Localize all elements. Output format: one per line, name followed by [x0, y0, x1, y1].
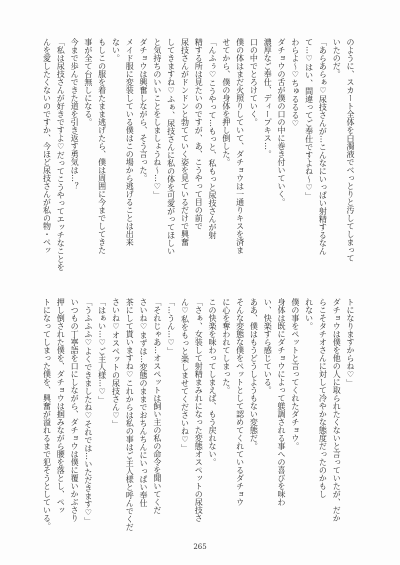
text-line: て…♡はい、間違ってご奉仕ですよね〜♡」 [304, 38, 314, 200]
text-line: トになってしまった僕を、興奮が溢れるまで犯そうとしている。 [42, 298, 52, 530]
upper-text-block [40, 38, 357, 288]
text-line: 尿技さんがドンドンと勃てていく姿を見ているだけで興奮 [180, 38, 190, 246]
text-line: ダチョウは興奮しながら、そう言った。 [139, 38, 149, 182]
text-line: してきますね♡ふぁ、尿技さんに私の体を可愛がってほしい [166, 38, 176, 255]
text-line: ああ、僕はもうどうしようもない変態だ。 [249, 298, 259, 450]
text-line: れない。 [304, 298, 314, 330]
text-line: いつもの丁寧語を口にしながら、ダチョウは僕に覆いかぶさり [70, 298, 80, 522]
text-line: 「私は尿技さんが好きですよ♡だってこうやってエッチなことを [56, 38, 66, 271]
text-line: 濃厚なご奉仕、ディープキス…。 [263, 38, 273, 158]
text-line: 「はぁい…♡ご主人様…♡」 [97, 298, 107, 404]
text-line: ない。 [111, 38, 121, 62]
text-line: 今まで歩んできた道を引き返す勇気は…？ [70, 38, 80, 190]
text-line: メイド服に変装している僕はこの場から逃げることは出来 [125, 38, 135, 246]
text-line: さいね♡オスペットの尿技さん♡」 [111, 298, 121, 428]
text-line: 事が全て台無しになる。 [83, 38, 93, 126]
text-line: 「…うん…♡」 [166, 298, 176, 355]
text-line: せてから、僕の身体を押し倒した。 [221, 38, 231, 166]
text-line: 僕の事をペットと言ってくれたダチョウ。 [290, 298, 300, 450]
text-line: トになりますからね♡」 [346, 298, 355, 387]
text-line: 「あらあらぁ♡尿技さんが…こんなにいっぱい射精するなん [318, 38, 328, 255]
text-line: 「それじゃあ…オスペットは飼い主の私の命令を聞いてくだ [152, 298, 162, 514]
text-line: わらよ〜♡ちゅるるる♡ [290, 38, 300, 128]
text-line: そんな変態な僕をペットとして認めてくれているダチョウ [235, 298, 245, 506]
text-line: 口の中でとろけていく。 [249, 38, 259, 126]
text-line: 茶にして貰いますね♡これからは私の事はご主人様と呼んでくだ [125, 298, 135, 531]
text-line: さいね♡まずは…変態のままでおちんちんにいっぱい奉仕 [139, 298, 149, 507]
text-line: に心を奪われてしまった。 [221, 298, 231, 394]
text-line: ダチョウの舌が僕の口の中に巻き付いていく。 [277, 38, 287, 206]
text-line: 身体は既にダチョウによって躾調される事への喜びを味わ [277, 298, 287, 506]
text-line: この快楽を味わってしまえば、もう戻れない。 [208, 298, 218, 466]
page-number: 265 [193, 543, 207, 551]
text-line: 精する所は見たいのですが、あ、こうやって目の前で [194, 38, 204, 230]
lower-text-block [40, 298, 357, 536]
text-line: 「うふふふ♡よくできましたね♡それでは…いただきます♡」 [83, 298, 93, 525]
text-line: 「さぁ、女装して射精まみれになった変態オスペットの尿技さ [194, 298, 204, 522]
text-line: んを愛したくないのですか、今ほど尿技さんが私の物・ペッ [42, 38, 52, 254]
text-line: いたのだ。 [332, 38, 342, 78]
text-line: と気持ちのいいことをしましょうね〜…♡」 [152, 38, 162, 199]
text-line: もしこの服を着たまま逃げたら、僕は周囲に今までしてきた [97, 38, 107, 254]
text-line: い、快楽すら感じている。 [263, 298, 273, 394]
text-line: 「んふぅ♡こうやって…もっと、私もっと尿技さんが射 [208, 38, 218, 239]
text-line: ん♡私をもっと楽しませてくださいね♡」 [180, 298, 190, 452]
text-line: 僕の体はまだ火照りしていて、ダチョウは一通りキスを済ま [235, 38, 245, 254]
text-line: ダチョウは僕を他の人に取られたくないと言っていたが、だか [332, 298, 342, 522]
text-line: 押し倒された僕を、ダチョウは掴みながら腰を落とし、ペッ [56, 298, 66, 514]
text-line: らこそタチオさんに対して冷やかな態度だったのかもし [318, 298, 328, 498]
text-line: のように、スカート全体を白濁液でべっとりと汚してしまって [346, 38, 355, 262]
